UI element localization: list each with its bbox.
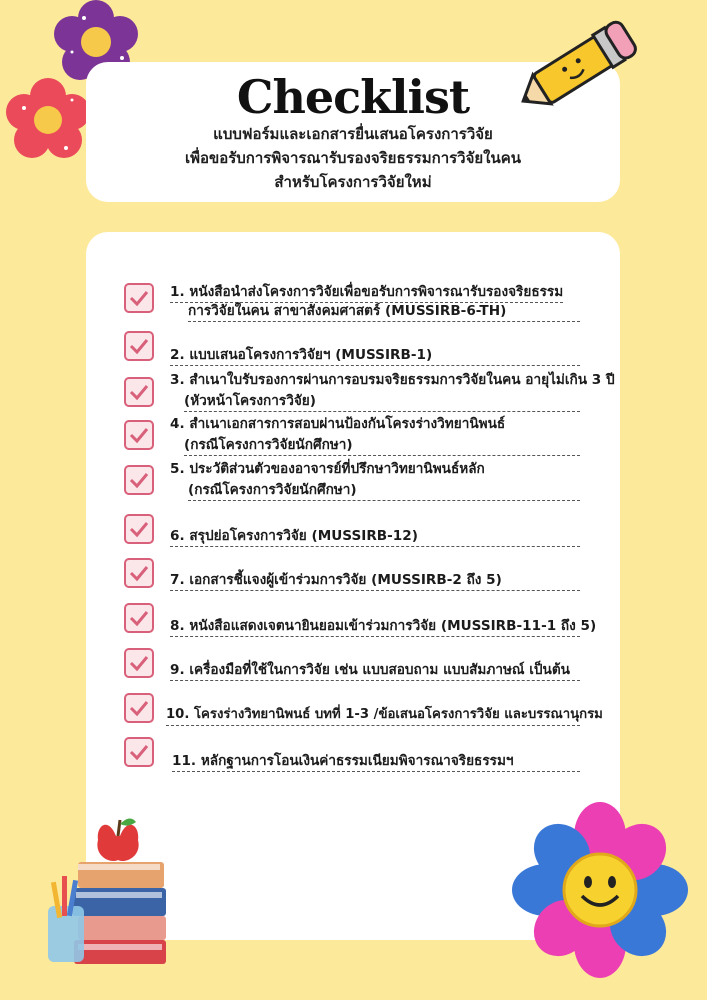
item-3-line-2: (หัวหน้าโครงการวิจัย)	[184, 392, 580, 412]
item-1-line-2: การวิจัยในคน สาขาสังคมศาสตร์ (MUSSIRB-6-TH)	[188, 302, 580, 322]
checkbox-icon	[128, 287, 150, 309]
checkbox-icon	[128, 469, 150, 491]
item-11-line-1: 11. หลักฐานการโอนเงินค่าธรรมเนียมพิจารณาจริยธรรมฯ	[172, 752, 580, 772]
checkbox-item-5[interactable]	[124, 465, 154, 495]
checkbox-icon	[128, 562, 150, 584]
checkbox-icon	[128, 697, 150, 719]
item-9-line-1: 9. เครื่องมือที่ใช้ในการวิจัย เช่น แบบสอบถาม แบบสัมภาษณ์ เป็นต้น	[170, 661, 580, 681]
checkbox-item-8[interactable]	[124, 603, 154, 633]
checkbox-icon	[128, 424, 150, 446]
checkbox-icon	[128, 335, 150, 357]
checkbox-item-6[interactable]	[124, 514, 154, 544]
smiley-flower-icon	[510, 800, 690, 980]
item-4-line-2: (กรณีโครงการวิจัยนักศึกษา)	[184, 436, 580, 456]
item-8-line-1: 8. หนังสือแสดงเจตนายินยอมเข้าร่วมการวิจัย (MUSSIRB-11-1 ถึง 5)	[170, 617, 580, 637]
item-1-line-1: 1. หนังสือนำส่งโครงการวิจัยเพื่อขอรับการพิจารณารับรองจริยธรรม	[170, 283, 563, 303]
checkbox-item-9[interactable]	[124, 648, 154, 678]
checkbox-icon	[128, 381, 150, 403]
checkbox-item-3[interactable]	[124, 377, 154, 407]
item-7-line-1: 7. เอกสารชี้แจงผู้เข้าร่วมการวิจัย (MUSSIRB-2 ถึง 5)	[170, 571, 580, 591]
item-2-line-1: 2. แบบเสนอโครงการวิจัยฯ (MUSSIRB-1)	[170, 346, 580, 366]
item-5-line-2: (กรณีโครงการวิจัยนักศึกษา)	[188, 481, 580, 501]
checkbox-item-7[interactable]	[124, 558, 154, 588]
pencil-icon	[508, 18, 648, 118]
checkbox-item-2[interactable]	[124, 331, 154, 361]
item-4-line-1: 4. สำเนาเอกสารการสอบผ่านป้องกันโครงร่างวิทยานิพนธ์	[170, 416, 506, 432]
subtitle-line-3: สำหรับโครงการวิจัยใหม่	[274, 173, 432, 191]
flower-red-icon	[6, 78, 90, 164]
checkbox-item-10[interactable]	[124, 693, 154, 723]
checkbox-item-1[interactable]	[124, 283, 154, 313]
item-5-line-1: 5. ประวัติส่วนตัวของอาจารย์ที่ปรึกษาวิทยานิพนธ์หลัก	[170, 461, 485, 477]
item-3-line-1: 3. สำเนาใบรับรองการผ่านการอบรมจริยธรรมการวิจัยในคน อายุไม่เกิน 3 ปี	[170, 372, 615, 388]
page-title: Checklist	[236, 70, 470, 124]
checkbox-icon	[128, 607, 150, 629]
item-6-line-1: 6. สรุปย่อโครงการวิจัย (MUSSIRB-12)	[170, 527, 580, 547]
checkbox-icon	[128, 652, 150, 674]
subtitle-line-2: เพื่อขอรับการพิจารณารับรองจริยธรรมการวิจัยในคน	[184, 149, 522, 167]
item-10-line-1: 10. โครงร่างวิทยานิพนธ์ บทที่ 1-3 /ข้อเสนอโครงการวิจัย และบรรณานุกรม	[166, 706, 580, 726]
books-apple-icon	[38, 806, 172, 970]
subtitle-line-1: แบบฟอร์มและเอกสารยื่นเสนอโครงการวิจัย	[213, 125, 493, 143]
checkbox-item-11[interactable]	[124, 737, 154, 767]
checkbox-item-4[interactable]	[124, 420, 154, 450]
checkbox-icon	[128, 518, 150, 540]
checkbox-icon	[128, 741, 150, 763]
